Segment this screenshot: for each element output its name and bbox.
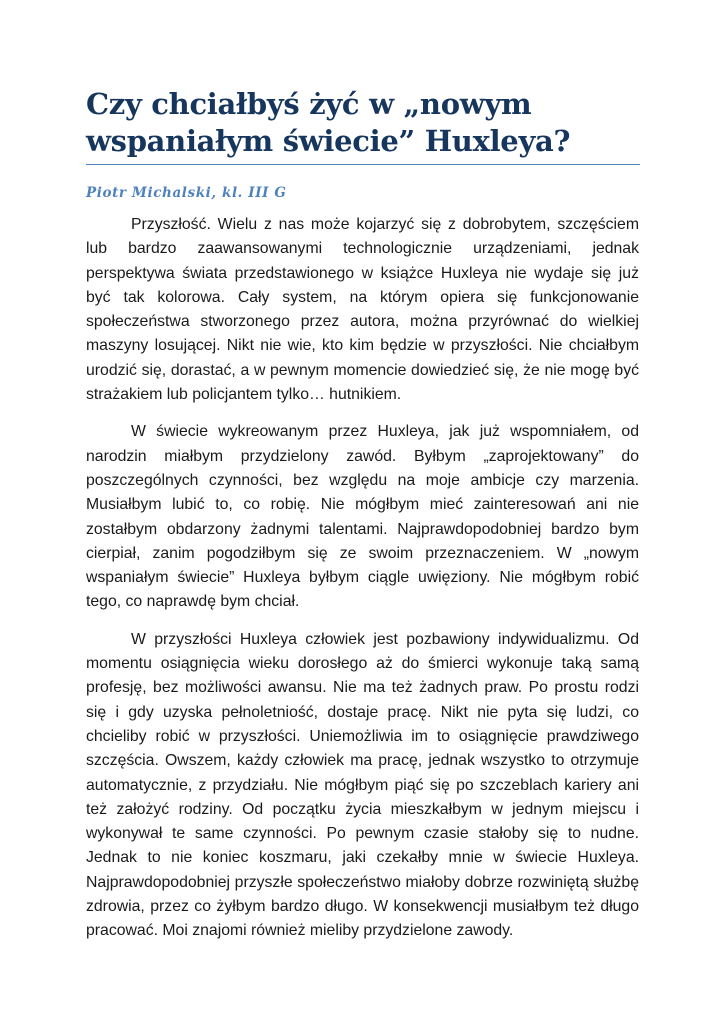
author-line: Piotr Michalski, kl. III G bbox=[86, 185, 287, 201]
paragraph: W świecie wykreowanym przez Huxleya, jak już wspomniałem, od narodzin miałbym przydzielony zawód. Byłbym „zaprojektowany” do poszczególnych czynności, bez względu na moje ambicje czy marzenia. Musiałbym lubić to, co robię. Nie mógłbym mieć zainteresowań ani nie zostałbym obdarzony żadnymi talentami. Najprawdopodobniej bardzo bym cierpiał, zanim pogodziłbym się ze swoim przeznaczeniem. W „nowym wspaniałym świecie” Huxleya byłbym ciągle uwięziony. Nie mógłbym robić tego, co naprawdę bym chciał. bbox=[86, 423, 639, 611]
paragraph: Przyszłość. Wielu z nas może kojarzyć się z dobrobytem, szczęściem lub bardzo zaawansowanymi technologicznie urządzeniami, jednak perspektywa świata przedstawionego w książce Huxleya nie wydaje się już być tak kolorowa. Cały system, na którym opiera się funkcjonowanie społeczeństwa stworzonego przez autora, można przyrównać do wielkiej maszyny losującej. Nikt nie wie, kto kim będzie w przyszłości. Nie chciałbym urodzić się, dorastać, a w pewnym momencie dowiedzieć się, że nie mogę być strażakiem lub policjantem tylko… hutnikiem. bbox=[86, 216, 639, 404]
document-title: Czy chciałbyś żyć w „nowym wspaniałym świecie” Huxleya? bbox=[86, 87, 571, 158]
document-body bbox=[86, 213, 639, 957]
title-underline-divider bbox=[86, 164, 640, 165]
paragraph: W przyszłości Huxleya człowiek jest pozbawiony indywidualizmu. Od momentu osiągnięcia wieku dorosłego aż do śmierci wykonuje taką samą profesję, bez możliwości awansu. Nie ma też żadnych praw. Po prostu rodzi się i gdy uzyska pełnoletniość, dostaje pracę. Nikt nie pyta się ludzi, co chcieliby robić w przyszłości. Uniemożliwia im to osiągnięcie prawdziwego szczęścia. Owszem, każdy człowiek ma pracę, jednak wszystko to otrzymuje automatycznie, z przydziału. Nie mógłbym piąć się po szczeblach kariery ani też założyć rodziny. Od początku życia mieszkałbym w jednym miejscu i wykonywał te same czynności. Po pewnym czasie stałoby się to nudne. Jednak to nie koniec koszmaru, jaki czekałby mnie w świecie Huxleya. Najprawdopodobniej przyszłe społeczeństwo miałoby dobrze rozwiniętą służbę zdrowia, przez co żyłbym bardzo długo. W konsekwencji musiałbym też długo pracować. Moi znajomi również mieliby przydzielone zawody. bbox=[86, 630, 639, 940]
